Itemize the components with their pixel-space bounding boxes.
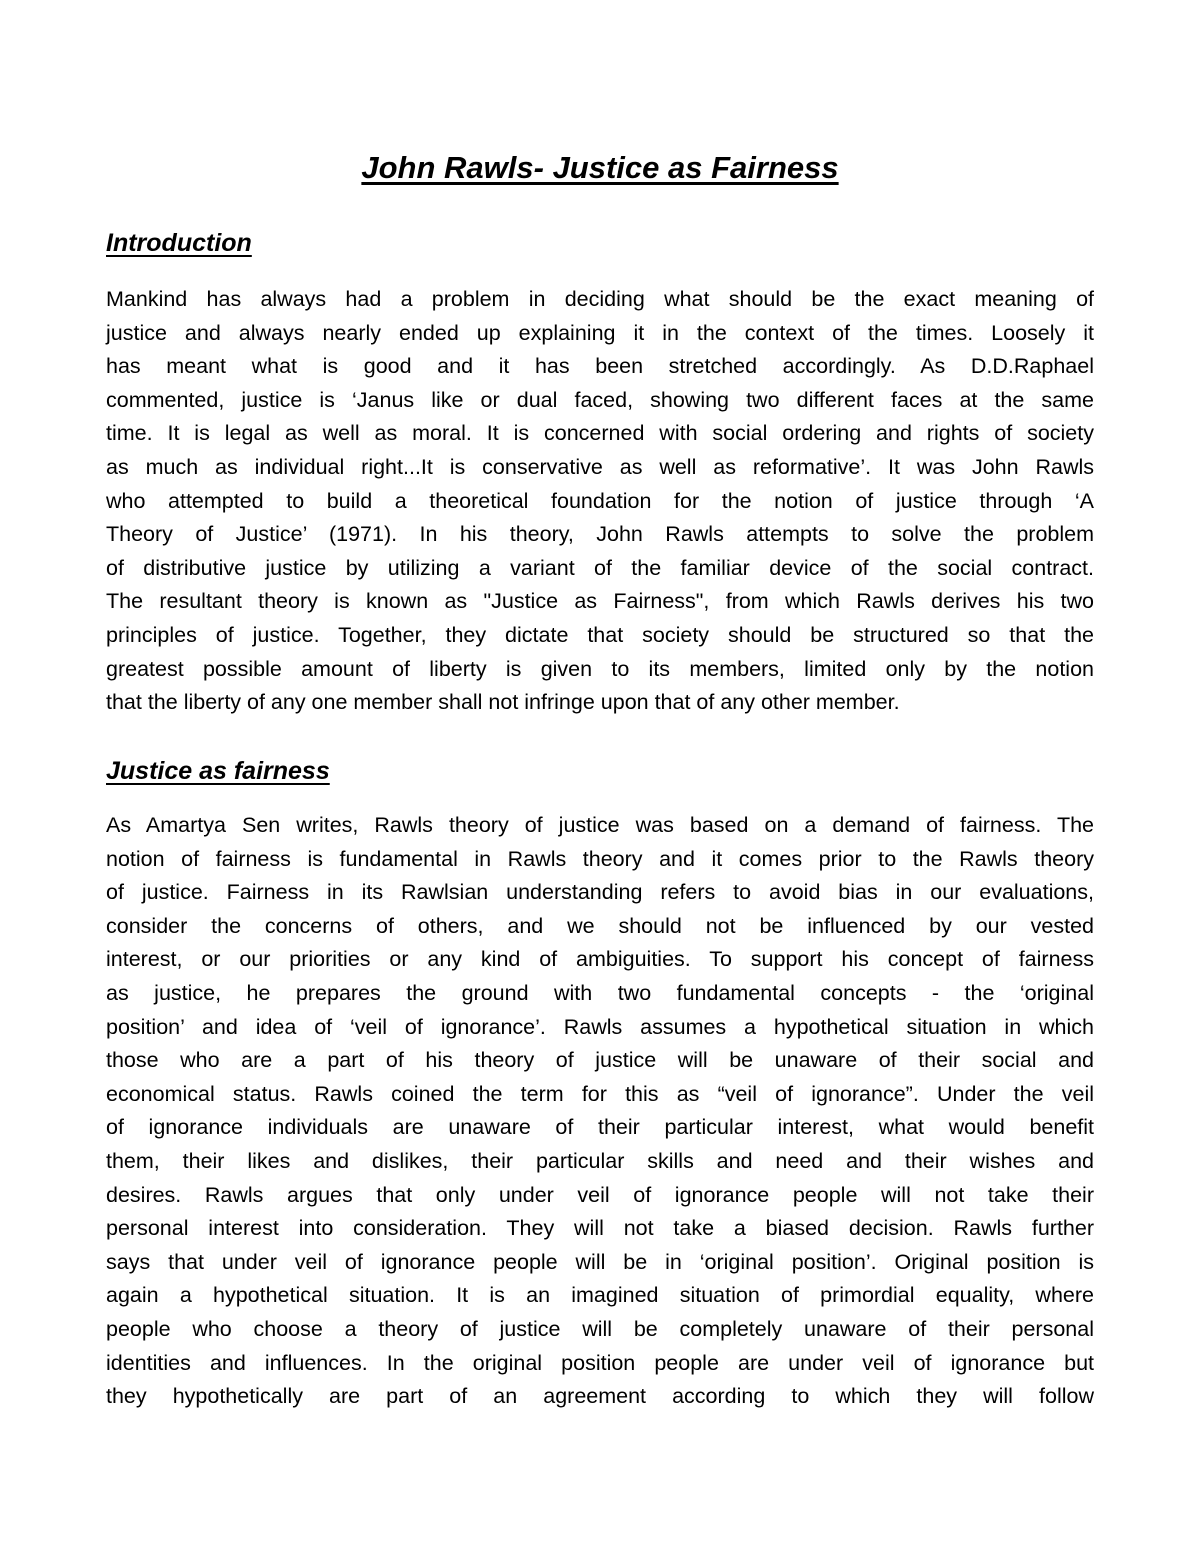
paragraph-line: people who choose a theory of justice will be completely unaware of their personal: [106, 1316, 1094, 1341]
paragraph-line: that the liberty of any one member shall not infringe upon that of any other member.: [106, 690, 900, 715]
paragraph-line: they hypothetically are part of an agreement according to which they will follow: [106, 1384, 1094, 1409]
paragraph-line: The resultant theory is known as "Justice as Fairness", from which Rawls derives his two: [106, 589, 1094, 614]
paragraph-line: as much as individual right...It is conservative as well as reformative’. It was John Rawls: [106, 454, 1094, 479]
paragraph-line: interest, or our priorities or any kind of ambiguities. To support his concept of fairness: [106, 947, 1094, 972]
paragraph-line: notion of fairness is fundamental in Rawls theory and it comes prior to the Rawls theory: [106, 846, 1094, 871]
paragraph-line: who attempted to build a theoretical foundation for the notion of justice through ‘A: [106, 488, 1094, 513]
paragraph-line: says that under veil of ignorance people will be in ‘original position’. Original position is: [106, 1249, 1094, 1274]
paragraph-line: consider the concerns of others, and we should not be influenced by our vested: [106, 913, 1094, 938]
paragraph-line: position’ and idea of ‘veil of ignorance’. Rawls assumes a hypothetical situation in which: [106, 1014, 1094, 1039]
paragraph-line: them, their likes and dislikes, their particular skills and need and their wishes and: [106, 1148, 1094, 1173]
paragraph-line: personal interest into consideration. They will not take a biased decision. Rawls further: [106, 1216, 1094, 1241]
paragraph-line: Theory of Justice’ (1971). In his theory, John Rawls attempts to solve the problem: [106, 522, 1094, 547]
paragraph-line: Mankind has always had a problem in deciding what should be the exact meaning of: [106, 287, 1094, 311]
paragraph-line: has meant what is good and it has been stretched accordingly. As D.D.Raphael: [106, 354, 1094, 379]
paragraph-line: of distributive justice by utilizing a variant of the familiar device of the social contract.: [106, 555, 1094, 580]
paragraph-line: identities and influences. In the original position people are under veil of ignorance but: [106, 1350, 1094, 1375]
paragraph-introduction: [106, 283, 1094, 720]
paragraph-line: of justice. Fairness in its Rawlsian understanding refers to avoid bias in our evaluations,: [106, 880, 1094, 905]
paragraph-line: of ignorance individuals are unaware of their particular interest, what would benefit: [106, 1115, 1094, 1140]
paragraph-line: again a hypothetical situation. It is an imagined situation of primordial equality, where: [106, 1283, 1094, 1308]
paragraph-line: economical status. Rawls coined the term for this as “veil of ignorance”. Under the veil: [106, 1081, 1094, 1106]
paragraph-justice-as-fairness: [106, 809, 1094, 1414]
paragraph-line: commented, justice is ‘Janus like or dual faced, showing two different faces at the same: [106, 387, 1094, 412]
paragraph-line: justice and always nearly ended up explaining it in the context of the times. Loosely it: [106, 320, 1094, 345]
paragraph-line: greatest possible amount of liberty is given to its members, limited only by the notion: [106, 656, 1094, 681]
paragraph-line: desires. Rawls argues that only under veil of ignorance people will not take their: [106, 1182, 1094, 1207]
section-heading-justice-as-fairness: Justice as fairness: [106, 757, 330, 785]
document-title: John Rawls- Justice as Fairness: [361, 150, 839, 185]
paragraph-line: those who are a part of his theory of justice will be unaware of their social and: [106, 1048, 1094, 1073]
paragraph-line: as justice, he prepares the ground with two fundamental concepts - the ‘original: [106, 980, 1094, 1005]
paragraph-line: principles of justice. Together, they dictate that society should be structured so that the: [106, 622, 1094, 647]
paragraph-line: time. It is legal as well as moral. It is concerned with social ordering and rights of society: [106, 421, 1094, 446]
paragraph-line: As Amartya Sen writes, Rawls theory of justice was based on a demand of fairness. The: [106, 813, 1094, 837]
section-heading-introduction: Introduction: [106, 229, 252, 257]
